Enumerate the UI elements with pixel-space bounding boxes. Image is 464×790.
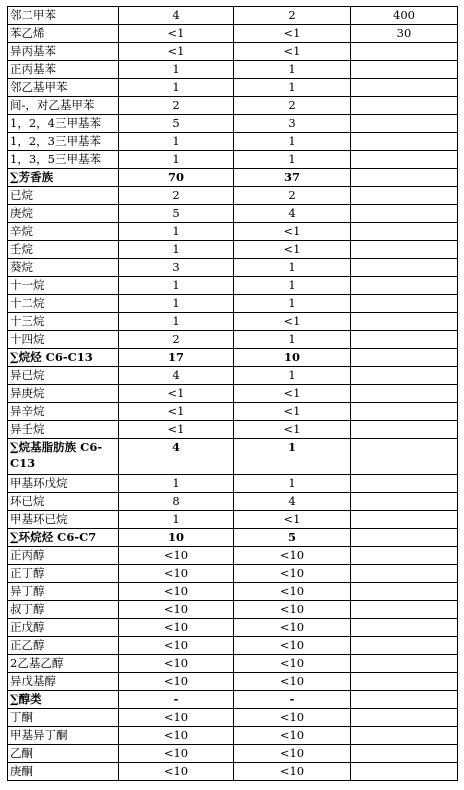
document-page [7,6,458,781]
value-cell-1: 2 [119,187,234,205]
compound-name-cell: 正丙基苯 [8,61,119,79]
value-cell-2: 1 [234,475,351,493]
table-row [8,151,458,169]
table-row [8,403,458,421]
value-cell-3 [351,133,458,151]
value-cell-1: 5 [119,115,234,133]
value-cell-2: - [234,691,351,709]
value-cell-2: <10 [234,745,351,763]
compound-name-cell: 环已烷 [8,493,119,511]
compound-name-cell: 邻乙基甲苯 [8,79,119,97]
compound-name-cell: 1，2，4三甲基苯 [8,115,119,133]
value-cell-3 [351,619,458,637]
value-cell-3 [351,601,458,619]
value-cell-3 [351,565,458,583]
value-cell-3 [351,637,458,655]
table-row [8,331,458,349]
value-cell-3: 400 [351,7,458,25]
compound-name-cell: 正丙醇 [8,547,119,565]
value-cell-2: 2 [234,97,351,115]
compound-name-cell: 葵烷 [8,259,119,277]
value-cell-1: 3 [119,259,234,277]
value-cell-1: 1 [119,151,234,169]
compound-name-cell: 异丁醇 [8,583,119,601]
value-cell-2: <10 [234,565,351,583]
value-cell-1: 1 [119,79,234,97]
value-cell-3 [351,439,458,475]
value-cell-3 [351,421,458,439]
value-cell-1: 1 [119,295,234,313]
value-cell-2: 1 [234,151,351,169]
value-cell-2: <10 [234,655,351,673]
table-row-subtotal [8,691,458,709]
value-cell-1: - [119,691,234,709]
value-cell-1: 10 [119,529,234,547]
table-row [8,655,458,673]
value-cell-2: <1 [234,403,351,421]
value-cell-1: <1 [119,385,234,403]
table-row [8,763,458,781]
value-cell-3 [351,115,458,133]
value-cell-2: 1 [234,79,351,97]
compound-name-cell: 十四烷 [8,331,119,349]
value-cell-1: 1 [119,133,234,151]
compound-name-cell: ∑烷烃 C6-C13 [8,349,119,367]
value-cell-3 [351,709,458,727]
value-cell-1: 1 [119,61,234,79]
value-cell-1: <1 [119,421,234,439]
table-row [8,187,458,205]
value-cell-2: <1 [234,223,351,241]
compound-name-cell: 十一烷 [8,277,119,295]
value-cell-3 [351,583,458,601]
compound-name-cell: 异壬烷 [8,421,119,439]
table-row [8,475,458,493]
table-row-subtotal [8,349,458,367]
value-cell-2: 4 [234,205,351,223]
table-row [8,565,458,583]
table-row [8,205,458,223]
value-cell-3 [351,493,458,511]
table-row [8,637,458,655]
value-cell-1: <1 [119,25,234,43]
value-cell-1: 4 [119,367,234,385]
value-cell-2: <1 [234,421,351,439]
table-row [8,385,458,403]
compound-name-cell: ∑芳香族 [8,169,119,187]
value-cell-1: 1 [119,475,234,493]
value-cell-2: 1 [234,259,351,277]
value-cell-2: 1 [234,277,351,295]
compound-name-cell: 异庚烷 [8,385,119,403]
value-cell-1: 8 [119,493,234,511]
value-cell-3 [351,259,458,277]
compound-name-cell: 已烷 [8,187,119,205]
compound-name-cell: 异丙基苯 [8,43,119,61]
table-row-subtotal [8,169,458,187]
compound-name-cell: 邻二甲苯 [8,7,119,25]
value-cell-2: <10 [234,763,351,781]
value-cell-2: <1 [234,385,351,403]
value-cell-2: <10 [234,673,351,691]
compound-name-cell: 十二烷 [8,295,119,313]
value-cell-1: <10 [119,547,234,565]
table-row [8,421,458,439]
value-cell-2: <10 [234,547,351,565]
value-cell-2: 4 [234,493,351,511]
value-cell-2: 2 [234,187,351,205]
table-row [8,745,458,763]
compound-name-cell: 正丁醇 [8,565,119,583]
table-row [8,7,458,25]
table-row-subtotal [8,529,458,547]
value-cell-1: <10 [119,763,234,781]
compound-name-cell: 正戊醇 [8,619,119,637]
compound-name-cell: ∑醇类 [8,691,119,709]
value-cell-2: 1 [234,331,351,349]
table-row [8,619,458,637]
value-cell-3 [351,745,458,763]
value-cell-1: <10 [119,727,234,745]
compound-name-cell: 甲基环戊烷 [8,475,119,493]
value-cell-2: 3 [234,115,351,133]
table-row [8,133,458,151]
value-cell-3 [351,187,458,205]
compound-name-cell: ∑烷基脂肪族 C6-C13 [8,439,119,475]
table-row [8,313,458,331]
value-cell-1: 5 [119,205,234,223]
value-cell-1: <10 [119,637,234,655]
table-row [8,115,458,133]
value-cell-1: <10 [119,619,234,637]
value-cell-2: 2 [234,7,351,25]
compound-name-cell: 异已烷 [8,367,119,385]
value-cell-3 [351,385,458,403]
value-cell-3 [351,169,458,187]
table-row [8,25,458,43]
value-cell-3 [351,655,458,673]
table-row [8,277,458,295]
compound-name-cell: 2乙基乙醇 [8,655,119,673]
value-cell-1: 4 [119,7,234,25]
table-row [8,97,458,115]
compound-name-cell: 庚烷 [8,205,119,223]
table-row [8,601,458,619]
value-cell-3 [351,277,458,295]
value-cell-3 [351,295,458,313]
value-cell-1: <10 [119,601,234,619]
compound-name-cell: 甲基环已烷 [8,511,119,529]
table-row [8,673,458,691]
table-row [8,223,458,241]
value-cell-1: 4 [119,439,234,475]
table-row [8,493,458,511]
table-row [8,79,458,97]
value-cell-3 [351,403,458,421]
compound-name-cell: 正乙醇 [8,637,119,655]
value-cell-2: <10 [234,727,351,745]
value-cell-1: <1 [119,43,234,61]
value-cell-3 [351,349,458,367]
value-cell-3 [351,313,458,331]
table-row [8,61,458,79]
compound-name-cell: 1，2，3三甲基苯 [8,133,119,151]
data-table [7,6,458,781]
value-cell-3 [351,763,458,781]
table-row [8,295,458,313]
value-cell-1: 1 [119,313,234,331]
compound-name-cell: ∑环烷烃 C6-C7 [8,529,119,547]
value-cell-1: 1 [119,277,234,295]
value-cell-3 [351,43,458,61]
value-cell-3 [351,151,458,169]
value-cell-1: 2 [119,331,234,349]
table-row [8,259,458,277]
value-cell-2: <10 [234,637,351,655]
table-row [8,43,458,61]
value-cell-2: <1 [234,313,351,331]
value-cell-3 [351,691,458,709]
value-cell-3 [351,205,458,223]
value-cell-3 [351,331,458,349]
value-cell-3 [351,547,458,565]
value-cell-1: <10 [119,655,234,673]
value-cell-3 [351,511,458,529]
value-cell-2: 1 [234,439,351,475]
value-cell-1: <10 [119,565,234,583]
value-cell-2: <1 [234,25,351,43]
value-cell-2: 1 [234,61,351,79]
compound-name-cell: 异辛烷 [8,403,119,421]
value-cell-2: 10 [234,349,351,367]
value-cell-1: 17 [119,349,234,367]
compound-name-cell: 1，3，5三甲基苯 [8,151,119,169]
value-cell-1: <10 [119,673,234,691]
value-cell-1: 1 [119,223,234,241]
compound-name-cell: 叔丁醇 [8,601,119,619]
compound-name-cell: 甲基异丁酮 [8,727,119,745]
value-cell-1: <10 [119,745,234,763]
value-cell-2: <1 [234,43,351,61]
value-cell-3 [351,367,458,385]
compound-name-cell: 壬烷 [8,241,119,259]
value-cell-1: 70 [119,169,234,187]
value-cell-1: 2 [119,97,234,115]
value-cell-2: 1 [234,133,351,151]
compound-name-cell: 异戊基醇 [8,673,119,691]
value-cell-1: <1 [119,403,234,421]
table-row-subtotal [8,439,458,475]
value-cell-1: 1 [119,511,234,529]
value-cell-1: <10 [119,709,234,727]
value-cell-3 [351,79,458,97]
value-cell-2: <10 [234,619,351,637]
value-cell-3 [351,529,458,547]
value-cell-2: <10 [234,601,351,619]
value-cell-2: <10 [234,583,351,601]
value-cell-2: 1 [234,367,351,385]
table-row [8,367,458,385]
compound-name-cell: 乙酮 [8,745,119,763]
value-cell-2: <10 [234,709,351,727]
compound-name-cell: 间-，对乙基甲苯 [8,97,119,115]
table-row [8,709,458,727]
value-cell-1: 1 [119,241,234,259]
table-row [8,727,458,745]
value-cell-2: 37 [234,169,351,187]
compound-name-cell: 辛烷 [8,223,119,241]
table-body [8,7,458,781]
value-cell-3 [351,727,458,745]
value-cell-1: <10 [119,583,234,601]
compound-name-cell: 庚酮 [8,763,119,781]
compound-name-cell: 苯乙烯 [8,25,119,43]
compound-name-cell: 丁酮 [8,709,119,727]
table-row [8,583,458,601]
value-cell-2: <1 [234,511,351,529]
value-cell-3: 30 [351,25,458,43]
compound-name-cell: 十三烷 [8,313,119,331]
table-row [8,241,458,259]
table-row [8,511,458,529]
value-cell-2: <1 [234,241,351,259]
value-cell-3 [351,475,458,493]
value-cell-3 [351,61,458,79]
value-cell-3 [351,673,458,691]
table-row [8,547,458,565]
value-cell-3 [351,223,458,241]
value-cell-2: 1 [234,295,351,313]
value-cell-3 [351,241,458,259]
value-cell-3 [351,97,458,115]
value-cell-2: 5 [234,529,351,547]
